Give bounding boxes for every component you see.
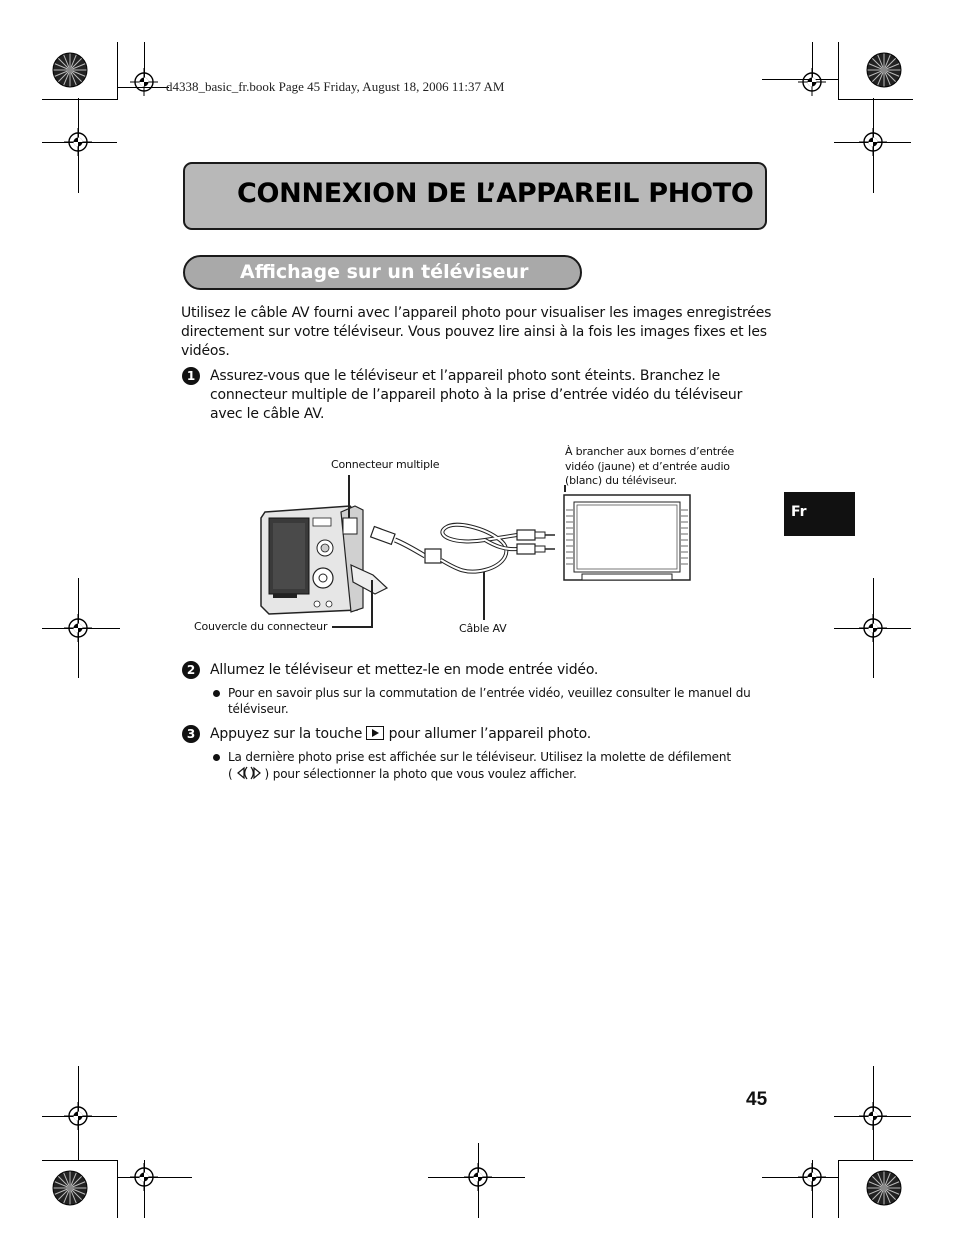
note-line-rest: ) pour sélectionner la photo que vous voulez afficher. (264, 767, 577, 781)
step-2-text: Allumez le téléviseur et mettez-le en mode entrée vidéo. (210, 662, 599, 678)
intro-paragraph (181, 304, 781, 361)
tv-illustration (564, 495, 690, 580)
intro-line: Utilisez le câble AV fourni avec l’appareil photo pour visualiser les images enregistrées (181, 305, 772, 321)
step-3-text-after: pour allumer l’appareil photo. (388, 726, 592, 742)
label-tv-line: (blanc) du téléviseur. (565, 474, 677, 487)
print-header: d4338_basic_fr.book Page 45 Friday, August 18, 2006 11:37 AM (166, 79, 505, 94)
page-number: 45 (746, 1089, 768, 1110)
note-line (228, 765, 778, 782)
paren-open: ( (228, 767, 233, 781)
step-line: avec le câble AV. (210, 406, 325, 422)
intro-line: vidéos. (181, 343, 230, 359)
av-cable (371, 525, 555, 572)
step-1-number: 1 (182, 367, 200, 385)
label-connector-cover: Couvercle du connecteur (194, 620, 328, 633)
step-2-note (228, 685, 778, 717)
scroll-wheel-icon (233, 765, 265, 781)
step-3-note (228, 749, 778, 782)
section-banner (183, 255, 582, 290)
label-tv-line: À brancher aux bornes d’entrée (565, 445, 735, 458)
step-line: connecteur multiple de l’appareil photo à la prise d’entrée vidéo du téléviseur (210, 387, 743, 403)
label-av-cable: Câble AV (459, 622, 507, 635)
language-tab-label: Fr (791, 504, 807, 520)
play-icon (366, 726, 384, 740)
step-3-text-before: Appuyez sur la touche (210, 726, 363, 742)
note-line: téléviseur. (228, 702, 289, 716)
label-tv-line: vidéo (jaune) et d’entrée audio (565, 459, 730, 473)
step-3-number: 3 (182, 725, 200, 743)
step-line: Assurez-vous que le téléviseur et l’appareil photo sont éteints. Branchez le (210, 368, 721, 384)
page-title: CONNEXION DE L’APPAREIL PHOTO (237, 178, 754, 209)
title-banner (183, 162, 767, 230)
step-1-text (210, 367, 780, 424)
note-line: La dernière photo prise est affichée sur le téléviseur. Utilisez la molette de défilement (228, 750, 731, 764)
step-2-number: 2 (182, 661, 200, 679)
step-3-text (210, 725, 780, 744)
label-connector: Connecteur multiple (331, 458, 440, 471)
section-title: Affichage sur un téléviseur (240, 261, 529, 283)
language-tab (784, 492, 855, 536)
bullet-icon (213, 690, 220, 697)
note-line: Pour en savoir plus sur la commutation de l’entrée vidéo, veuillez consulter le manuel du (228, 686, 751, 700)
connection-diagram (255, 470, 695, 635)
intro-line: directement sur votre téléviseur. Vous pouvez lire ainsi à la fois les images fixes et les (181, 324, 767, 340)
bullet-icon (213, 754, 220, 761)
camera-illustration (261, 506, 387, 614)
